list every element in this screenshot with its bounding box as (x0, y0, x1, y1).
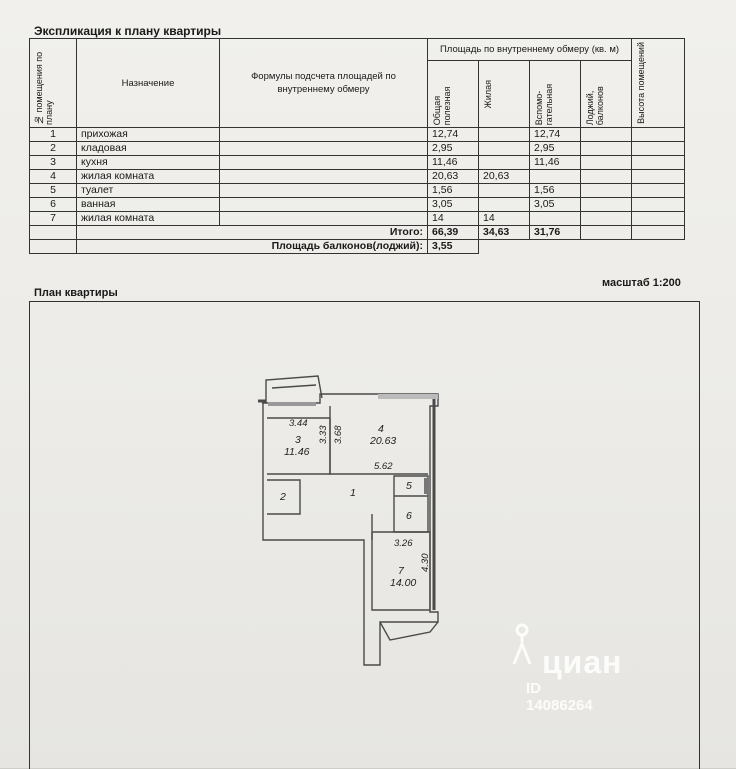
totals-total: 66,39 (428, 226, 479, 240)
header-balconies: Лоджий, балконов (581, 60, 632, 127)
room-number: 4 (378, 423, 384, 435)
dim-label: 3.33 (318, 425, 329, 444)
header-total: Общая полезная (428, 60, 479, 127)
room-number: 3 (295, 434, 301, 446)
header-height: Высота помещений (632, 39, 685, 128)
row-total: 12,74 (428, 128, 479, 142)
row-aux: 3,05 (530, 198, 581, 212)
dim-label: 3.44 (289, 418, 308, 429)
row-name: туалет (77, 184, 220, 198)
header-area-group: Площадь по внутреннему обмеру (кв. м) (428, 39, 632, 61)
header-purpose: Назначение (77, 39, 220, 128)
row-name: ванная (77, 198, 220, 212)
row-aux: 2,95 (530, 142, 581, 156)
room-number: 2 (280, 491, 286, 503)
balcony-label: Площадь балконов(лоджий): (77, 240, 428, 254)
plan-scale: масштаб 1:200 (602, 277, 681, 289)
row-name: кладовая (77, 142, 220, 156)
row-name: прихожая (77, 128, 220, 142)
plan-title: План квартиры (34, 287, 118, 299)
totals-living: 34,63 (479, 226, 530, 240)
watermark-id: ID 14086264 (526, 680, 593, 714)
header-room-no: № помещения по плану (30, 39, 77, 128)
room-number: 6 (406, 510, 412, 522)
dim-label: 3.26 (394, 538, 413, 549)
row-no: 4 (30, 170, 77, 184)
row-aux: 11,46 (530, 156, 581, 170)
room-area: 20.63 (370, 435, 397, 447)
room-area: 11.46 (284, 446, 310, 458)
row-aux: 12,74 (530, 128, 581, 142)
row-total: 3,05 (428, 198, 479, 212)
row-name: жилая комната (77, 170, 220, 184)
row-aux: 1,56 (530, 184, 581, 198)
room-number: 7 (398, 565, 404, 577)
row-no: 3 (30, 156, 77, 170)
row-total: 11,46 (428, 156, 479, 170)
dim-label: 4.30 (420, 553, 431, 572)
cian-logo-icon (508, 620, 542, 670)
row-total: 14 (428, 212, 479, 226)
row-living: 14 (479, 212, 530, 226)
row-no: 7 (30, 212, 77, 226)
room-number: 5 (406, 480, 412, 492)
watermark-brand: циан (542, 644, 623, 680)
row-total: 2,95 (428, 142, 479, 156)
row-no: 2 (30, 142, 77, 156)
balcony-value: 3,55 (428, 240, 479, 254)
dim-label: 5.62 (374, 461, 393, 472)
row-name: кухня (77, 156, 220, 170)
explication-title: Экспликация к плану квартиры (34, 24, 222, 38)
row-name: жилая комната (77, 212, 220, 226)
header-auxiliary: Вспомо-гательная (530, 60, 581, 127)
row-no: 6 (30, 198, 77, 212)
row-living: 20,63 (479, 170, 530, 184)
row-no: 5 (30, 184, 77, 198)
room-number: 1 (350, 487, 356, 499)
row-no: 1 (30, 128, 77, 142)
totals-label: Итого: (77, 226, 428, 240)
header-living: Жилая (479, 60, 530, 127)
row-total: 20,63 (428, 170, 479, 184)
row-total: 1,56 (428, 184, 479, 198)
dim-label: 3.68 (333, 425, 344, 444)
plan-hatches (268, 394, 438, 494)
room-area: 14.00 (390, 577, 417, 589)
totals-aux: 31,76 (530, 226, 581, 240)
header-formulas: Формулы подсчета площадей по внутреннему обмеру (220, 39, 428, 128)
